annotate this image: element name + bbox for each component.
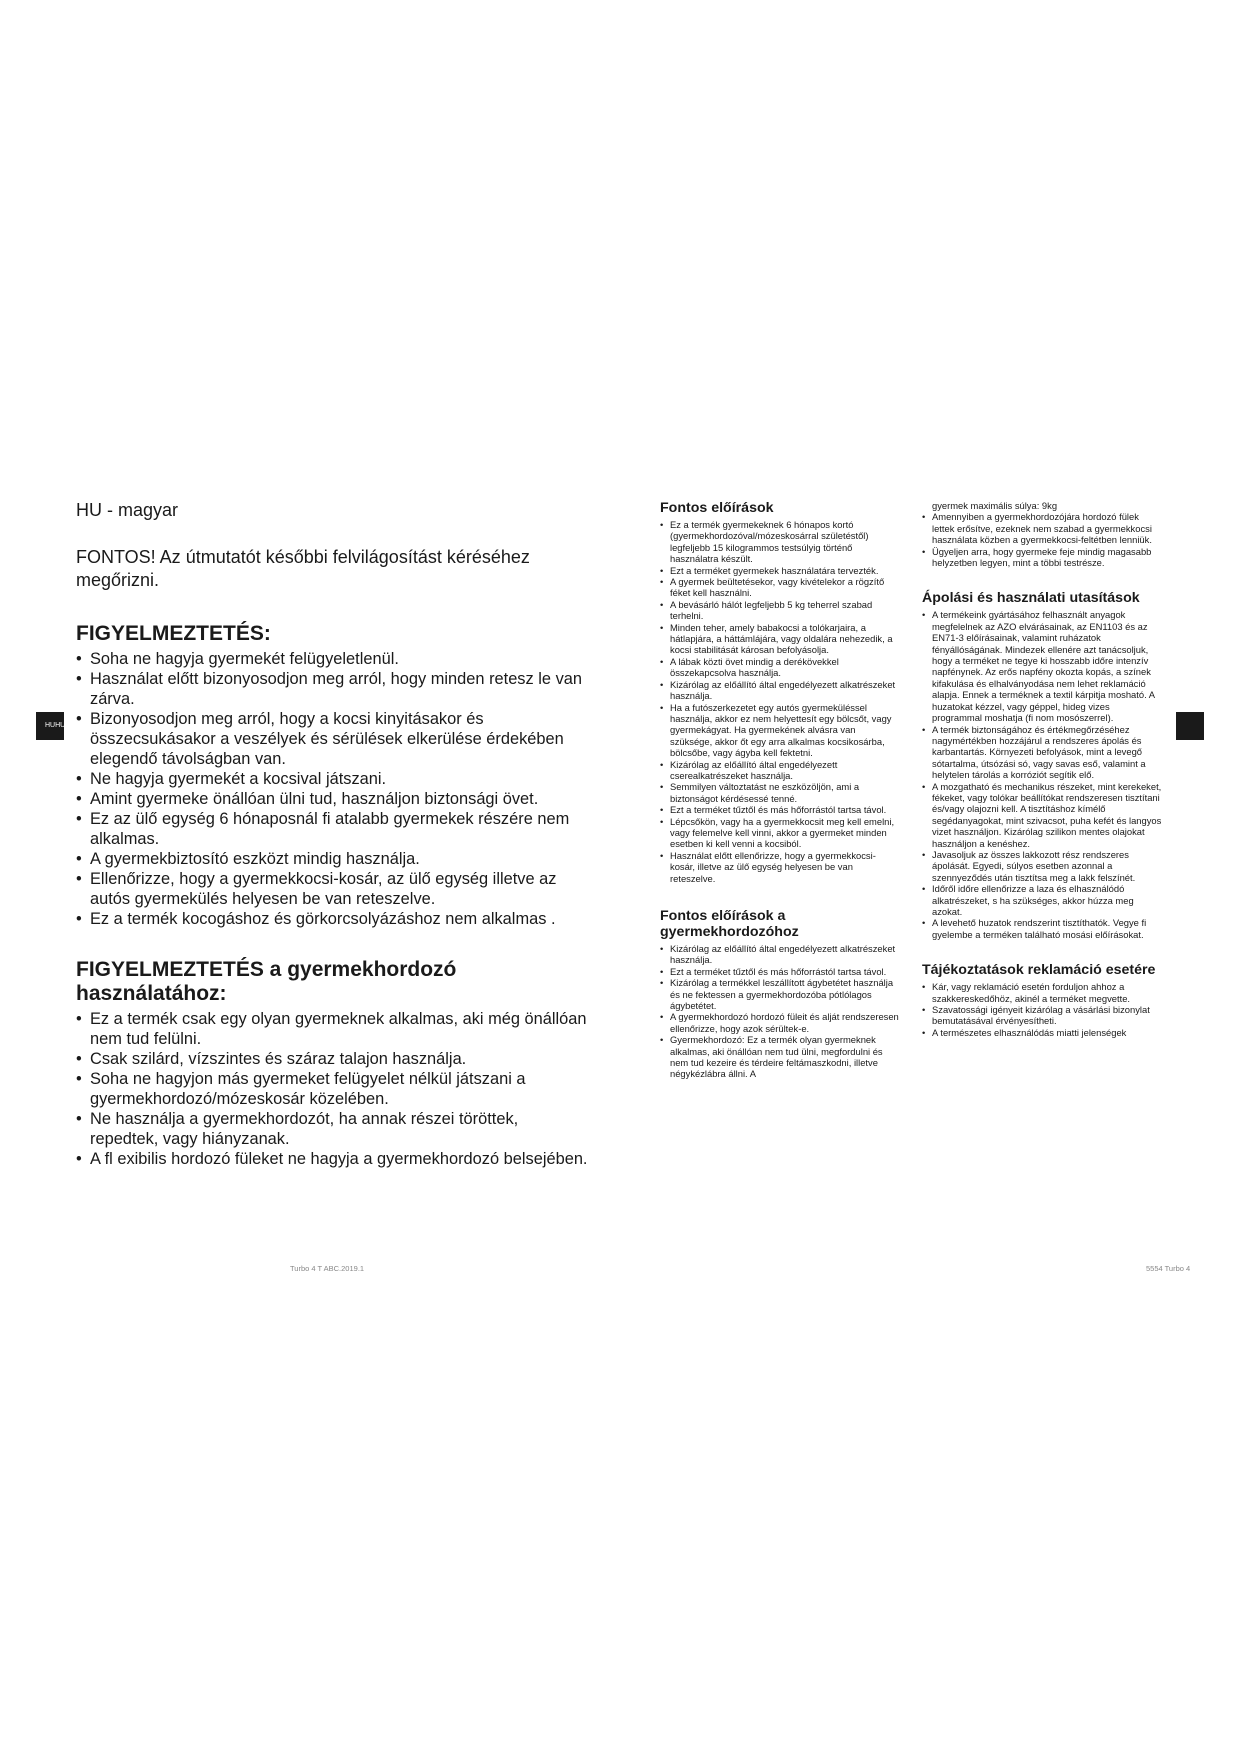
- section-heading-complaints: Tájékoztatások reklamáció esetére: [922, 962, 1156, 979]
- warning-list: [76, 649, 591, 929]
- side-tab-left: [36, 712, 64, 740]
- list-item: • Ez a termék gyermekeknek 6 hónapos kortó (gyermekhordozóval/mózeskosárral születéstől) legfeljebb 15 kilogrammos testsúlyig történő használatra készült.: [660, 519, 900, 565]
- section-heading-care: Ápolási és használati utasítások: [922, 590, 1140, 607]
- list-item: • Ez az ülő egység 6 hónaposnál fi atalabb gyermekek részére nem alkalmas.: [76, 809, 591, 849]
- list-item: • A gyermekhordozó hordozó füleit és alját rendszeresen ellenőrizze, hogy azok sérültek-e.: [660, 1011, 900, 1034]
- list-item: • Soha ne hagyja gyermekét felügyeletlenül.: [76, 649, 591, 669]
- list-item: • Ne használja a gyermekhordozót, ha annak részei töröttek, repedtek, vagy hiányzanak.: [76, 1109, 591, 1149]
- list-item: • Használat előtt bizonyosodjon meg arról, hogy minden retesz le van zárva.: [76, 669, 591, 709]
- care-list: [922, 609, 1162, 940]
- list-item: • Csak szilárd, vízszintes és száraz talajon használja.: [76, 1049, 591, 1069]
- list-item: • Amennyiben a gyermekhordozójára hordozó fülek lettek erősítve, ezeknek nem szabad a gyermekkocsi használata közben a gyermekkocsi-feltétben lenniük.: [922, 511, 1162, 545]
- footer-right: 5554 Turbo 4: [1146, 1264, 1191, 1273]
- section-heading-carrier: Fontos előírások a gyermekhordozóhoz: [660, 908, 799, 940]
- list-item: • Semmilyen változtatást ne eszközöljön, ami a biztonságot kérdésessé tenné.: [660, 781, 900, 804]
- list-item: • Soha ne hagyjon más gyermeket felügyelet nélkül játszani a gyermekhordozó/mózeskosár közelében.: [76, 1069, 591, 1109]
- list-item: • A levehető huzatok rendszerint tisztíthatók. Vegye fi gyelembe a terméken található mosási előírásokat.: [922, 917, 1162, 940]
- list-item: • Ezt a terméket gyermekek használatára tervezték.: [660, 565, 900, 576]
- important-rules-list: [660, 519, 900, 884]
- list-item: • A gyermekbiztosító eszközt mindig használja.: [76, 849, 591, 869]
- warning-section: [76, 622, 591, 929]
- list-item: • A termék biztonságához és értékmegőrzéséhez nagymértékben hozzájárul a rendszeres ápolás és karbantartás. Környezeti befolyások, mint a levegő sótartalma, útsózási só, vagy savas eső, valamint a helytelen tárolás a korróziót segítik elő.: [922, 724, 1162, 781]
- continued-text: gyermek maximális súlya: 9kg: [932, 500, 1058, 511]
- list-item: • Javasoljuk az összes lakkozott rész rendszeres ápolását. Egyedi, súlyos esetben azonnal a szennyeződés után tisztítsa meg a lakk felszínét.: [922, 849, 1162, 883]
- list-item: • Használat előtt ellenőrizze, hogy a gyermekkocsi-kosár, illetve az ülő egység helyesen be van reteszelve.: [660, 850, 900, 884]
- list-item: • Gyermekhordozó: Ez a termék olyan gyermeknek alkalmas, aki önállóan nem tud ülni, megfordulni és nem tud kezeire és térdeire feltámaszkodni, illetve négykézlábra állni. A: [660, 1034, 900, 1080]
- list-item: • Ez a termék kocogáshoz és görkorcsolyázáshoz nem alkalmas .: [76, 909, 591, 929]
- list-item: • Bizonyosodjon meg arról, hogy a kocsi kinyitásakor és összecsukásakor a veszélyek és sérülések elkerülése érdekében elegendő távolságban van.: [76, 709, 591, 769]
- list-item: • Minden teher, amely babakocsi a tolókarjaira, a hátlapjára, a háttámlájára, vagy oldalára nehezedik, a kocsi stabilitását károsan befolyásolja.: [660, 622, 900, 656]
- warning-heading: FIGYELMEZTETÉS:: [76, 622, 271, 645]
- list-item: • Kizárólag az előállító által engedélyezett alkatrészeket használja.: [660, 943, 900, 966]
- right-column-2: [922, 500, 1162, 1038]
- list-item: • Szavatossági igényeit kizárólag a vásárlási bizonylat bemutatásával érvényesítheti.: [922, 1004, 1162, 1027]
- list-item: • Ezt a terméket tűztől és más hőforrástól tartsa távol.: [660, 804, 900, 815]
- carrier-warning-heading: FIGYELMEZTETÉS a gyermekhordozó használatához:: [76, 958, 457, 1005]
- list-item: • Kizárólag az előállító által engedélyezett alkatrészeket használja.: [660, 679, 900, 702]
- right-column-1: [660, 500, 900, 1080]
- footer-left: Turbo 4 T ABC.2019.1: [290, 1264, 365, 1273]
- side-tab-label: HUHU: [45, 722, 66, 729]
- list-item: • Ne hagyja gyermekét a kocsival játszani.: [76, 769, 591, 789]
- list-item: • Amint gyermeke önállóan ülni tud, használjon biztonsági övet.: [76, 789, 591, 809]
- list-item: • Ez a termék csak egy olyan gyermeknek alkalmas, aki még önállóan nem tud felülni.: [76, 1009, 591, 1049]
- list-item: • Ezt a terméket tűztől és más hőforrástól tartsa távol.: [660, 966, 900, 977]
- list-item: • Ügyeljen arra, hogy gyermeke feje mindig magasabb helyzetben legyen, mint a többi testrésze.: [922, 546, 1162, 569]
- section-heading-important: Fontos előírások: [660, 500, 774, 516]
- list-item: • A termékeink gyártásához felhasznált anyagok megfelelnek az AZO elvárásainak, az EN1103 és az EN71-3 előírásainak, valamint ruházatok fényállóságának. Mindezek ellenére azt tanácsoljuk, hogy a terméket ne tegye ki hosszabb időre intenzív napfénynek. Az erős napfény okozta kopás, a színek kifakulása és elhalványodása nem lehet reklamáció alapja. Ennek a terméknek a textil kárpitja mosható. A huzatokat kézzel, vagy géppel, hideg vizes programmal moshatja (fi nom mosószerrel).: [922, 609, 1162, 723]
- list-item: • A természetes elhasználódás miatti jelenségek: [922, 1027, 1162, 1038]
- important-notice: FONTOS! Az útmutatót későbbi felvilágosítást kéréséhez megőrizni.: [76, 547, 530, 590]
- language-title: HU - magyar: [76, 500, 179, 520]
- list-item: • A bevásárló hálót legfeljebb 5 kg teherrel szabad terhelni.: [660, 599, 900, 622]
- list-item: • Kár, vagy reklamáció esetén forduljon ahhoz a szakkereskedőhöz, akinél a terméket megvette.: [922, 981, 1162, 1004]
- list-item: • A fl exibilis hordozó füleket ne hagyja a gyermekhordozó belsejében.: [76, 1149, 591, 1169]
- list-item: • A lábak közti övet mindig a derékövekkel összekapcsolva használja.: [660, 656, 900, 679]
- carrier-rules-list: [660, 943, 900, 1080]
- list-item: • Ellenőrizze, hogy a gyermekkocsi-kosár, az ülő egység illetve az autós gyermekülés helyesen be van reteszelve.: [76, 869, 591, 909]
- list-item: • Lépcsőkön, vagy ha a gyermekkocsit meg kell emelni, vagy felemelve kell vinni, akkor a gyermeket minden esetben ki kell venni a kocsiból.: [660, 816, 900, 850]
- list-item: • Kizárólag a termékkel leszállított ágybetétet használja és ne fektessen a gyermekhordozóba pótlólagos ágybetétet.: [660, 977, 900, 1011]
- side-tab-right: [1176, 712, 1204, 740]
- continued-list: [922, 511, 1162, 568]
- complaints-list: [922, 981, 1162, 1038]
- list-item: • Ha a futószerkezetet egy autós gyermeküléssel használja, akkor ez nem helyettesít egy bölcsőt, vagy gyermekágyat. Ha gyermekének alvásra van szüksége, akkor őt egy arra alkalmas kocsikosárba, bölcsőbe, vagy ágyba kell fektetni.: [660, 702, 900, 759]
- list-item: • A mozgatható és mechanikus részeket, mint kerekeket, fékeket, vagy tolókar beállítókat rendszeresen tisztítani és/vagy olajozni kell. A tisztításhoz kímélő segédanyagokat, mint szivacsot, puha kefét és langyos vizet használjon. Kizárólag szilikon mentes olajokat használjon a kenéshez.: [922, 781, 1162, 849]
- list-item: • Kizárólag az előállító által engedélyezett cserealkatrészeket használja.: [660, 759, 900, 782]
- list-item: • A gyermek beültetésekor, vagy kivételekor a rögzítő féket kell használni.: [660, 576, 900, 599]
- list-item: • Időről időre ellenőrizze a laza és elhasználódó alkatrészeket, s ha szükséges, akkor húzza meg azokat.: [922, 883, 1162, 917]
- carrier-warning-section: [76, 958, 591, 1169]
- carrier-warning-list: [76, 1009, 591, 1169]
